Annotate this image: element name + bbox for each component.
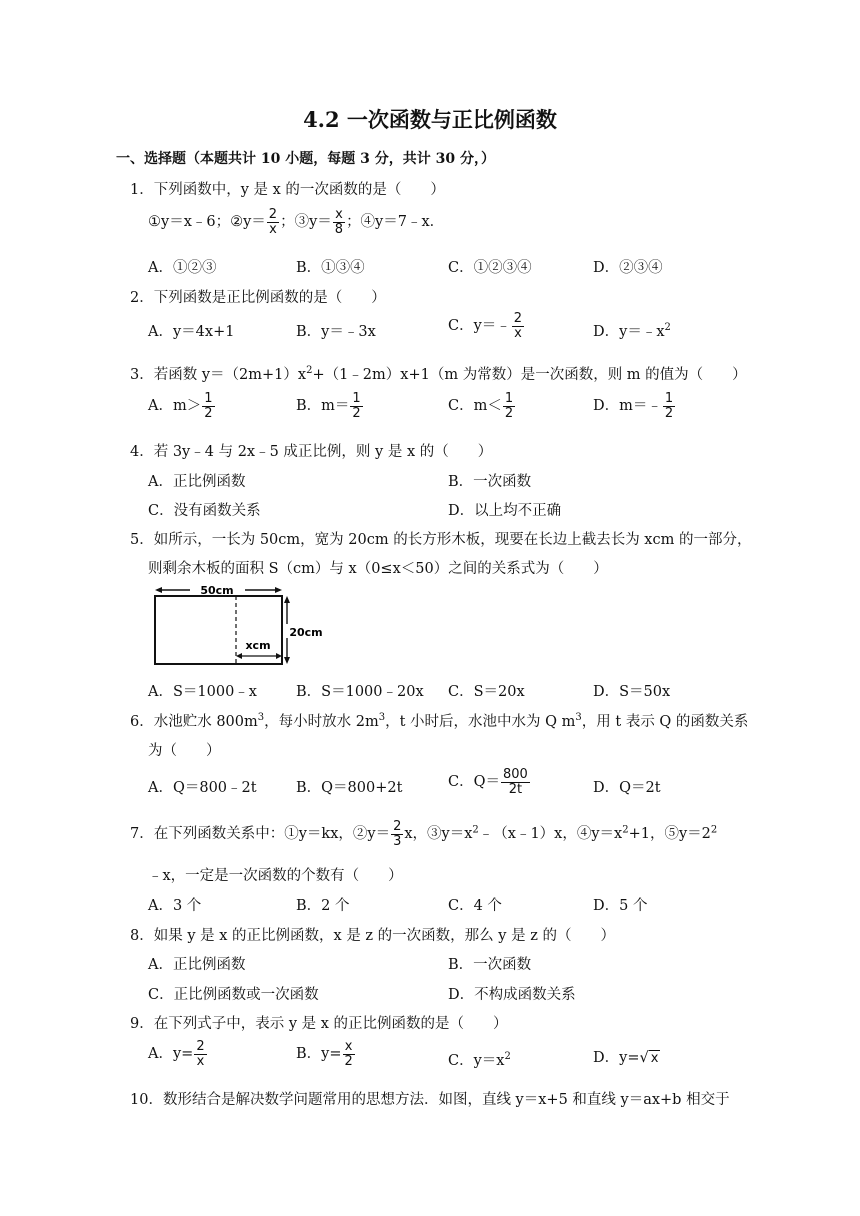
q3-option-a: A．m＞ $\frac{1}{2}$: [148, 391, 213, 421]
question-7-stem: 7．在下列函数关系中：①y＝kx，②y＝ $\frac{2}{3}$ x，$③y=x^2﹣(x﹣1)x$，$④y=x^2+1$，$⑤y=2^2$: [130, 819, 718, 849]
q5-option-b: B．S＝1000﹣20x: [296, 684, 424, 700]
rectangle-board-figure: [150, 584, 325, 668]
q8-option-c: C．正比例函数或一次函数: [148, 987, 319, 1003]
question-1-items: ①y＝x﹣6；②y＝ $\frac{2}{x}$ ；③y＝ $\frac{x}{8}$ ；④y＝7﹣x．: [148, 207, 445, 237]
q2-option-c: C．y＝﹣ $\frac{2}{x}$: [448, 311, 523, 341]
q3-option-d: D．m＝﹣ $\frac{1}{2}$: [593, 391, 674, 421]
q1-option-a: A．①②③: [148, 260, 217, 276]
question-6-stem: 6．水池贮水 $800m^3$，每小时放水 $2m^3$，t 小时后，水池中水为 Q $m^3$，用 t 表示 Q 的函数关系: [130, 712, 749, 730]
q1-option-c: C．①②③④: [448, 260, 532, 276]
question-5-stem: 5．如所示，一长为 50cm，宽为 20cm 的长方形木板，现要在长边上截去长为 xcm 的一部分，: [130, 532, 752, 548]
question-8-stem: 8．如果 y 是 x 的正比例函数，x 是 z 的一次函数，那么 y 是 z 的（ ）: [130, 928, 615, 944]
q6-option-b: B．Q＝800+2t: [296, 780, 403, 796]
figure-cut-label: xcm: [245, 639, 271, 652]
section-heading: 一、选择题（本题共计 10 小题，每题 3 分，共计 30 分，）: [116, 151, 495, 167]
question-4-stem: 4．若 3y﹣4 与 2x﹣5 成正比例，则 y 是 x 的（ ）: [130, 444, 493, 460]
q9-option-b: B．y= $\frac{x}{2}$: [296, 1039, 353, 1069]
q3-option-c: C．m＜ $\frac{1}{2}$: [448, 391, 514, 421]
q7-option-b: B．2 个: [296, 898, 350, 914]
q6-option-d: D．Q＝2t: [593, 780, 661, 796]
q9-option-d: D．y=√ x: [593, 1050, 659, 1066]
question-1-stem: 1．下列函数中，y 是 x 的一次函数的是（ ）: [130, 182, 445, 198]
q2-option-d: D．$y=﹣x^2$: [593, 322, 671, 340]
q5-option-a: A．S＝1000﹣x: [148, 684, 257, 700]
fraction: $\frac{x}{8}$: [334, 207, 344, 237]
q9-option-a: A．y= $\frac{2}{x}$: [148, 1039, 205, 1069]
question-10-stem: 10．数形结合是解决数学问题常用的思想方法．如图，直线 y＝x+5 和直线 y＝ax+b 相交于: [130, 1092, 730, 1108]
q7-option-c: C．4 个: [448, 898, 502, 914]
question-9-stem: 9．在下列式子中，表示 y 是 x 的正比例函数的是（ ）: [130, 1016, 508, 1032]
q6-option-c: C．Q＝ $\frac{800}{2t}$: [448, 767, 528, 797]
q4-option-b: B．一次函数: [448, 474, 532, 490]
q4-option-a: A．正比例函数: [148, 474, 246, 490]
question-2-stem: 2．下列函数是正比例函数的是（ ）: [130, 290, 386, 306]
q5-option-d: D．S＝50x: [593, 684, 671, 700]
q4-option-c: C．没有函数关系: [148, 503, 261, 519]
q7-option-d: D．5 个: [593, 898, 648, 914]
question-7-stem-cont: ﹣x，一定是一次函数的个数有（ ）: [148, 868, 403, 884]
fraction: $\frac{2}{x}$: [268, 207, 278, 237]
figure-right-label: 20cm: [289, 626, 323, 639]
q7-option-a: A．3 个: [148, 898, 202, 914]
q4-option-d: D．以上均不正确: [448, 503, 562, 519]
q1-option-b: B．①③④: [296, 260, 365, 276]
q1-option-d: D．②③④: [593, 260, 663, 276]
question-6-stem-cont: 为（ ）: [148, 743, 221, 759]
page-title: 4.2 一次函数与正比例函数: [303, 107, 557, 132]
question-5-stem-cont: 则剩余木板的面积 S（cm）与 x（0≤x＜50）之间的关系式为（ ）: [148, 561, 608, 577]
q9-option-c: C．$y=x^2$: [448, 1051, 511, 1069]
q5-option-c: C．S＝20x: [448, 684, 525, 700]
q3-option-b: B．m＝ $\frac{1}{2}$: [296, 391, 361, 421]
q8-option-d: D．不构成函数关系: [448, 987, 576, 1003]
figure-top-label: 50cm: [200, 584, 234, 597]
q8-option-b: B．一次函数: [448, 957, 532, 973]
q2-option-b: B．y＝﹣3x: [296, 324, 376, 340]
q6-option-a: A．Q＝800﹣2t: [148, 780, 257, 796]
question-3-stem: 3．若函数 $y=(2m+1)x^2+(1﹣2m)x+1(m$ 为常数）是一次函数，则 m 的值为（ ）: [130, 365, 747, 383]
q2-option-a: A．y＝4x+1: [148, 324, 235, 340]
q8-option-a: A．正比例函数: [148, 957, 246, 973]
